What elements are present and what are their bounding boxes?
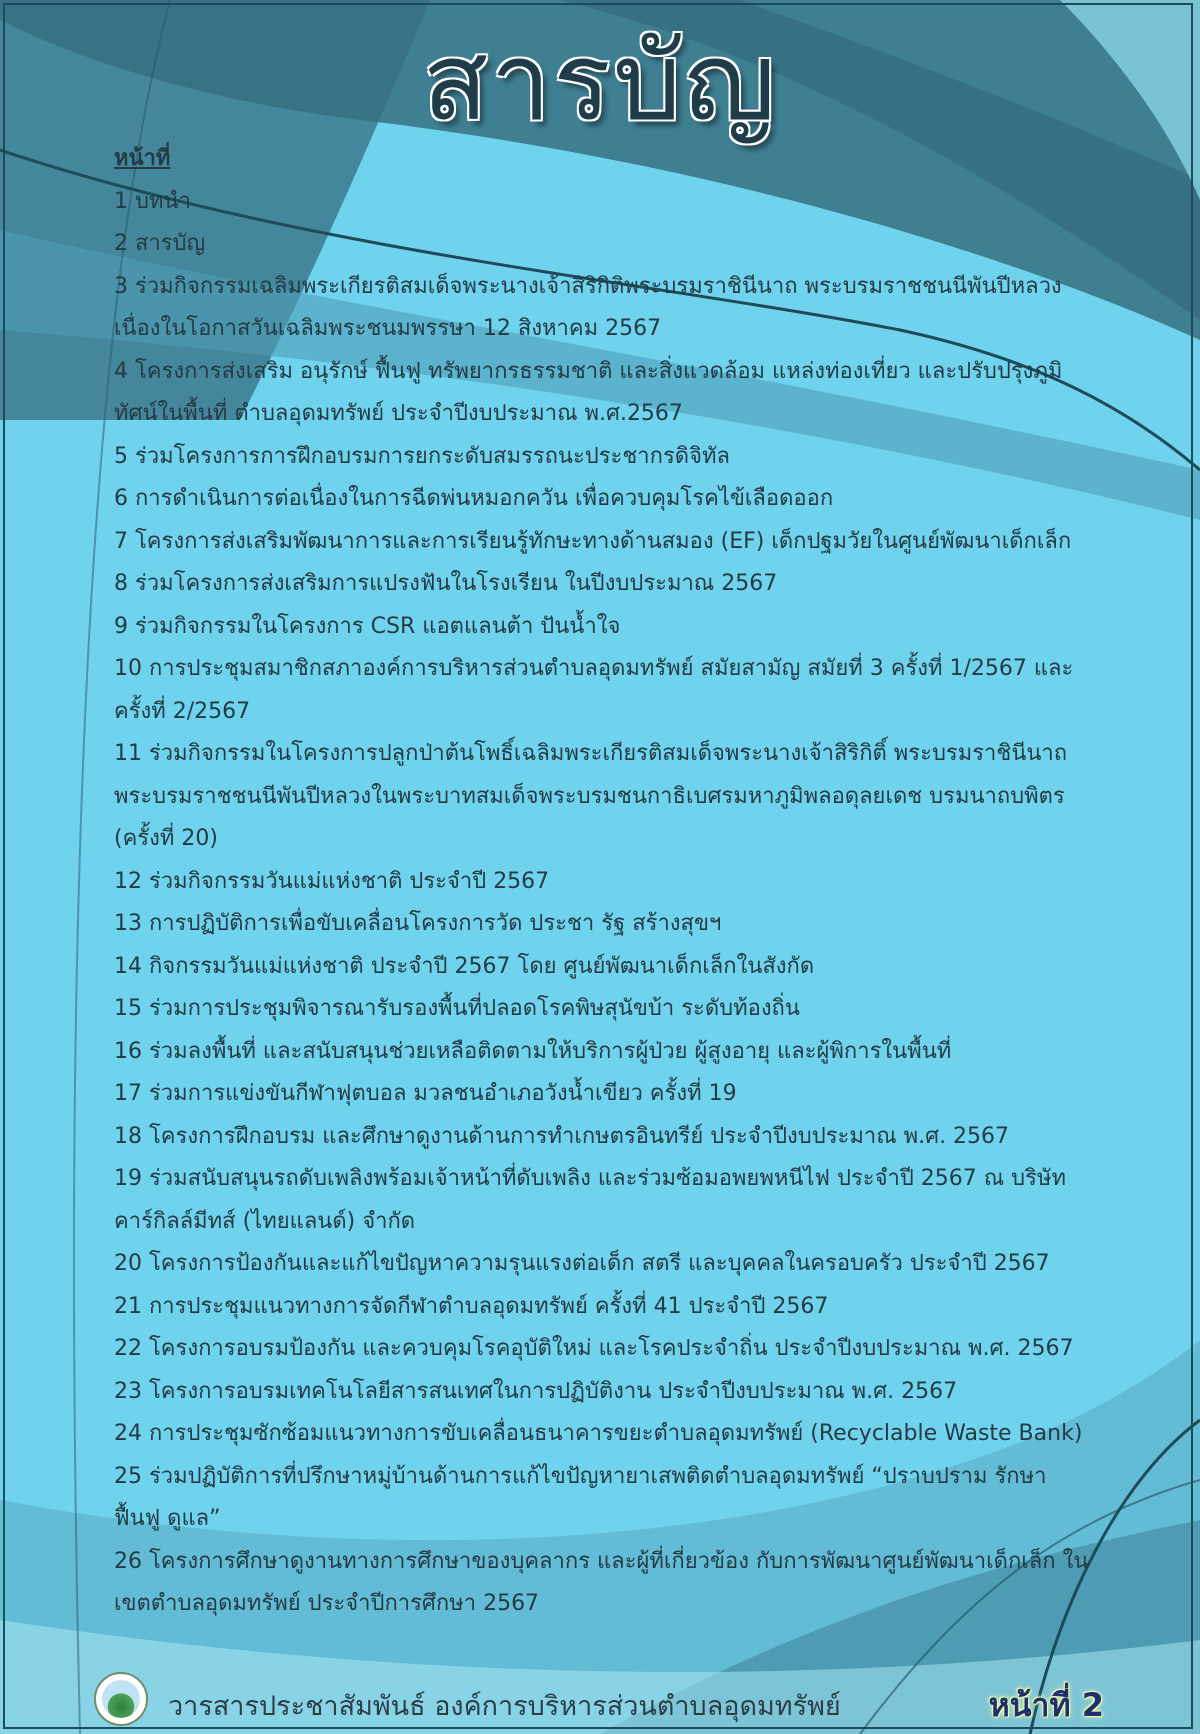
toc-item: 8 ร่วมโครงการส่งเสริมการแปรงฟันในโรงเรียน ในปีงบประมาณ 2567	[114, 571, 778, 596]
toc-item: 9 ร่วมกิจกรรมในโครงการ CSR แอตแลนต้า ปันน้ำใจ	[114, 613, 621, 639]
toc-item: 5 ร่วมโครงการการฝึกอบรมการยกระดับสมรรถนะประชากรดิจิทัล	[114, 443, 730, 469]
toc-item: 3 ร่วมกิจกรรมเฉลิมพระเกียรติสมเด็จพระนางเจ้าสิริกิติพระบรมราชินีนาถ พระบรมราชชนนีพันปีหลวง เนื่องในโอกาสวันเฉลิมพระชนมพรรษา 12 สิงหาคม 2567	[114, 273, 1062, 341]
toc-item: 1 บทนำ	[114, 188, 191, 214]
toc-item: 23 โครงการอบรมเทคโนโลยีสารสนเทศในการปฏิบัติงาน ประจำปีงบประมาณ พ.ศ. 2567	[114, 1378, 958, 1404]
toc-item: 10 การประชุมสมาชิกสภาองค์การบริหารส่วนตำบลอุดมทรัพย์ สมัยสามัญ สมัยที่ 3 ครั้งที่ 1/2567 และครั้งที่ 2/2567	[114, 656, 1074, 724]
toc-item: 14 กิจกรรมวันแม่แห่งชาติ ประจำปี 2567 โดย ศูนย์พัฒนาเด็กเล็กในสังกัด	[114, 953, 815, 979]
page-number: หน้าที่ 2	[988, 1686, 1104, 1724]
toc-item: 18 โครงการฝึกอบรม และศึกษาดูงานด้านการทำเกษตรอินทรีย์ ประจำปีงบประมาณ พ.ศ. 2567	[114, 1123, 1010, 1149]
toc-item: 2 สารบัญ	[114, 231, 206, 256]
toc-item: 19 ร่วมสนับสนุนรถดับเพลิงพร้อมเจ้าหน้าที่ดับเพลิง และร่วมซ้อมอพยพหนีไฟ ประจำปี 2567 ณ บริษัท คาร์กิลล์มีทส์ (ไทยแลนด์) จำกัด	[114, 1166, 1066, 1234]
organization-logo-icon	[94, 1672, 148, 1726]
toc-item: 24 การประชุมซักซ้อมแนวทางการขับเคลื่อนธนาคารขยะตำบลอุดมทรัพย์ (Recyclable Waste Bank)	[114, 1421, 1083, 1446]
toc-item: 16 ร่วมลงพื้นที่ และสนับสนุนช่วยเหลือติดตามให้บริการผู้ป่วย ผู้สูงอายุ และผู้พิการในพื้นที่	[114, 1038, 952, 1064]
toc-item: 13 การปฏิบัติการเพื่อขับเคลื่อนโครงการวัด ประชา รัฐ สร้างสุขฯ	[114, 911, 722, 936]
toc-header: หน้าที่	[114, 146, 171, 171]
toc-item: 25 ร่วมปฏิบัติการที่ปรึกษาหมู่บ้านด้านการแก้ไขปัญหายาเสพติดตำบลอุดมทรัพย์ “ปราบปราม รักษา ฟื้นฟู ดูแล”	[114, 1463, 1047, 1531]
toc-item: 21 การประชุมแนวทางการจัดกีฬาตำบลอุดมทรัพย์ ครั้งที่ 41 ประจำปี 2567	[114, 1293, 829, 1319]
toc-item: 26 โครงการศึกษาดูงานทางการศึกษาของบุคลากร และผู้ที่เกี่ยวข้อง กับการพัฒนาศูนย์พัฒนาเด็กเล็ก ในเขตตำบลอุดมทรัพย์ ประจำปีการศึกษา 2567	[114, 1548, 1089, 1616]
table-of-contents	[114, 138, 1094, 1626]
toc-list	[114, 181, 1094, 1626]
toc-item: 11 ร่วมกิจกรรมในโครงการปลูกป่าต้นโพธิ์เฉลิมพระเกียรติสมเด็จพระนางเจ้าสิริกิติ์ พระบรมราชินีนาถ พระบรมราชชนนีพันปีหลวงในพระบาทสมเด็จพระบรมชนกาธิเบศรมหาภูมิพลอดุลยเดช บรมนาถบพิตร (ครั้งที่ 20)	[114, 741, 1068, 851]
toc-item: 17 ร่วมการแข่งขันกีฬาฟุตบอล มวลชนอำเภอวังน้ำเขียว ครั้งที่ 19	[114, 1081, 737, 1106]
toc-item: 6 การดำเนินการต่อเนื่องในการฉีดพ่นหมอกควัน เพื่อควบคุมโรคไข้เลือดออก	[114, 486, 834, 511]
toc-item: 7 โครงการส่งเสริมพัฒนาการและการเรียนรู้ทักษะทางด้านสมอง (EF) เด็กปฐมวัยในศูนย์พัฒนาเด็กเล็ก	[114, 528, 1072, 554]
toc-item: 15 ร่วมการประชุมพิจารณารับรองพื้นที่ปลอดโรคพิษสุนัขบ้า ระดับท้องถิ่น	[114, 996, 800, 1021]
journal-name: วารสารประชาสัมพันธ์ องค์การบริหารส่วนตำบลอุดมทรัพย์	[168, 1691, 841, 1722]
toc-item: 22 โครงการอบรมป้องกัน และควบคุมโรคอุบัติใหม่ และโรคประจำถิ่น ประจำปีงบประมาณ พ.ศ. 2567	[114, 1336, 1074, 1361]
toc-item: 20 โครงการป้องกันและแก้ไขปัญหาความรุนแรงต่อเด็ก สตรี และบุคคลในครอบครัว ประจำปี 2567	[114, 1251, 1050, 1276]
toc-item: 12 ร่วมกิจกรรมวันแม่แห่งชาติ ประจำปี 2567	[114, 868, 550, 894]
footer	[94, 1668, 1104, 1728]
page-title: สารบัญ	[422, 20, 778, 145]
toc-item: 4 โครงการส่งเสริม อนุรักษ์ ฟื้นฟู ทรัพยากรธรรมชาติ และสิ่งแวดล้อม แหล่งท่องเที่ยว และปรับปรุงภูมิทัศน์ในพื้นที่ ตำบลอุดมทรัพย์ ประจำปีงบประมาณ พ.ศ.2567	[114, 358, 1063, 426]
logo-emblem	[102, 1680, 140, 1718]
